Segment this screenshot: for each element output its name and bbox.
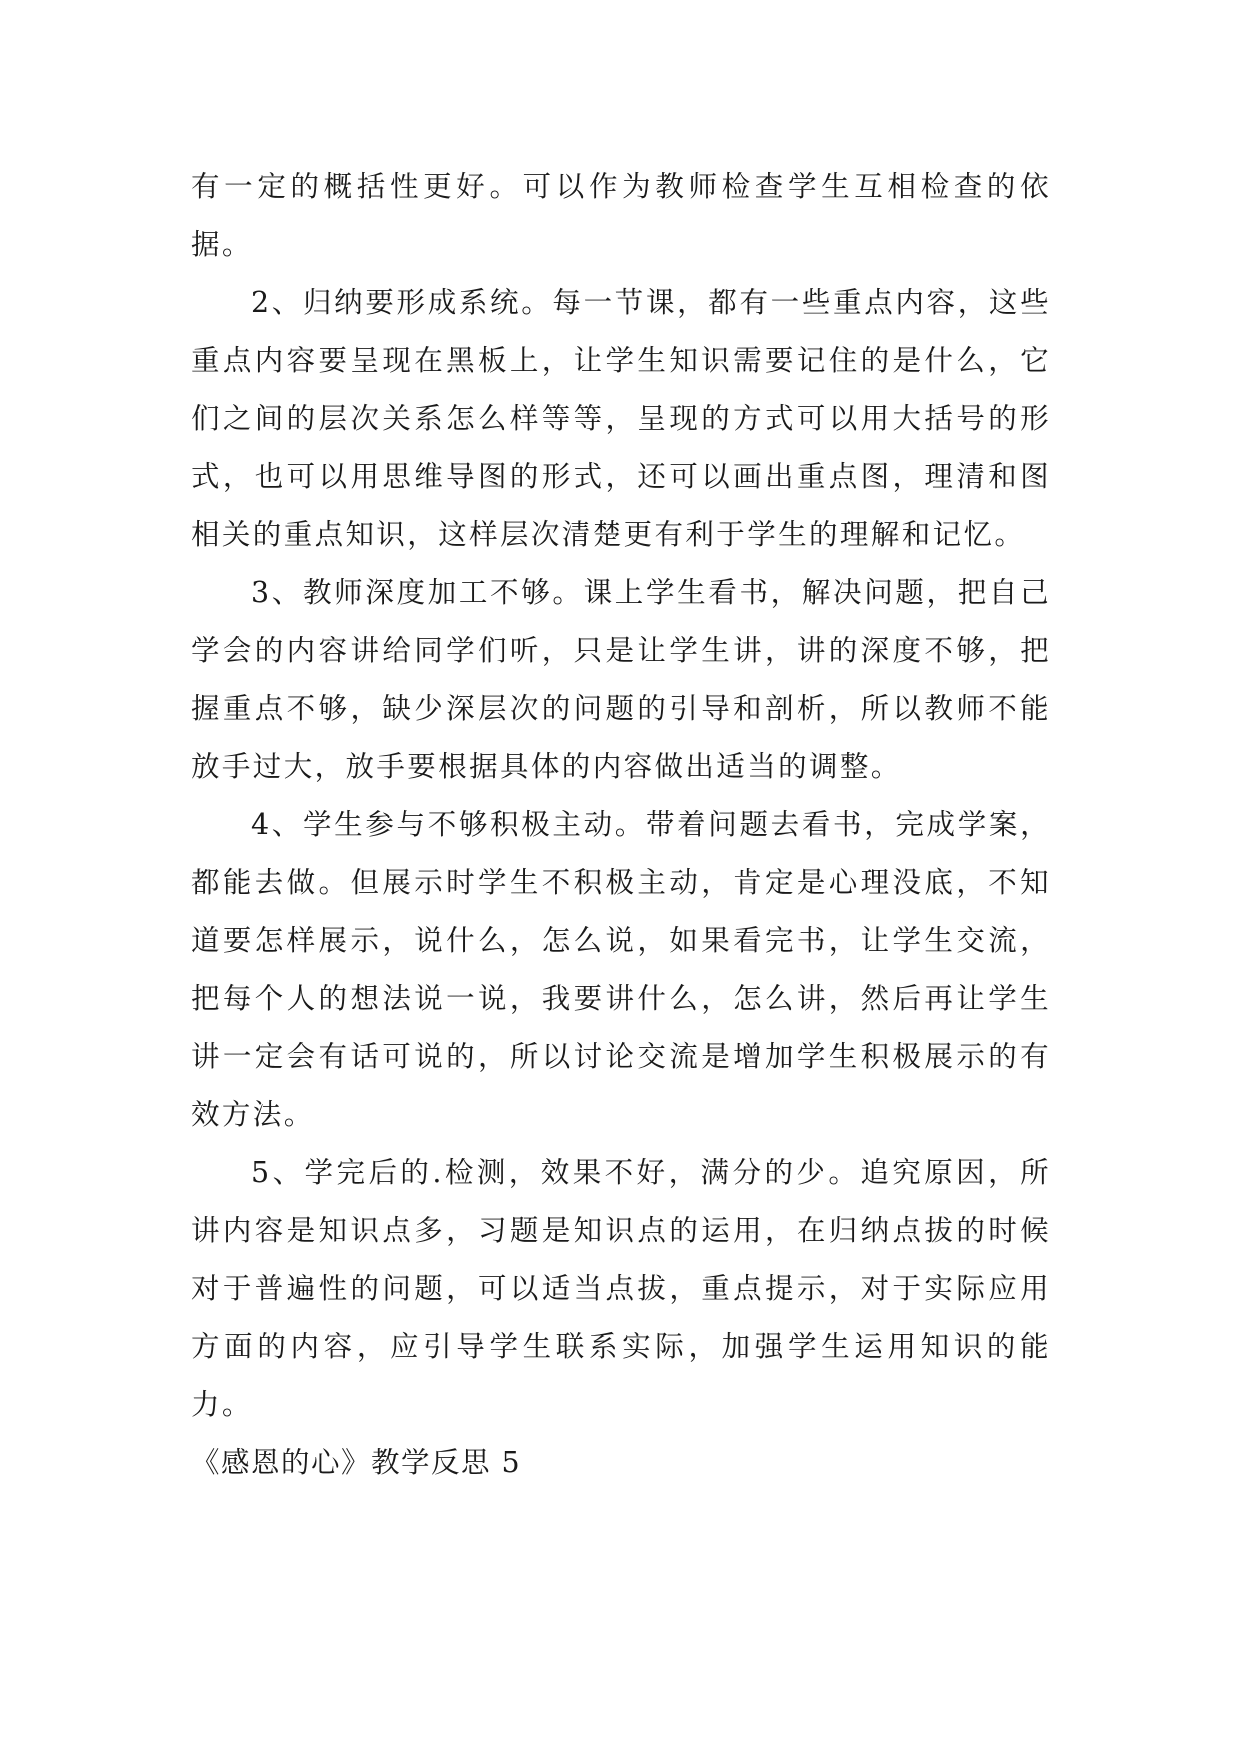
paragraph-continuation: 有一定的概括性更好。可以作为教师检查学生互相检查的依据。 [191,170,1051,261]
paragraph-item-2: 2、归纳要形成系统。每一节课，都有一些重点内容，这些重点内容要呈现在黑板上，让学生知识需要记住的是什么，它们之间的层次关系怎么样等等，呈现的方式可以用大括号的形式，也可以用思维导图的形式，还可以画出重点图，理清和图相关的重点知识，这样层次清楚更有利于学生的理解和记忆。 [191,286,1051,551]
paragraph-item-5: 5、学完后的.检测，效果不好，满分的少。追究原因，所讲内容是知识点多，习题是知识点的运用，在归纳点拔的时候对于普遍性的问题，可以适当点拔，重点提示，对于实际应用方面的内容，应引导学生联系实际，加强学生运用知识的能力。 [191,1156,1051,1421]
section-heading: 《感恩的心》教学反思 5 [191,1446,522,1479]
paragraph-item-4: 4、学生参与不够积极主动。带着问题去看书，完成学案，都能去做。但展示时学生不积极主动，肯定是心理没底，不知道要怎样展示，说什么，怎么说，如果看完书，让学生交流，把每个人的想法说一说，我要讲什么，怎么讲，然后再让学生讲一定会有话可说的，所以讨论交流是增加学生积极展示的有效方法。 [191,808,1051,1131]
paragraph-item-3: 3、教师深度加工不够。课上学生看书，解决问题，把自己学会的内容讲给同学们听，只是让学生讲，讲的深度不够，把握重点不够，缺少深层次的问题的引导和剖析，所以教师不能放手过大，放手要根据具体的内容做出适当的调整。 [191,576,1051,783]
document-body [191,158,1051,1492]
